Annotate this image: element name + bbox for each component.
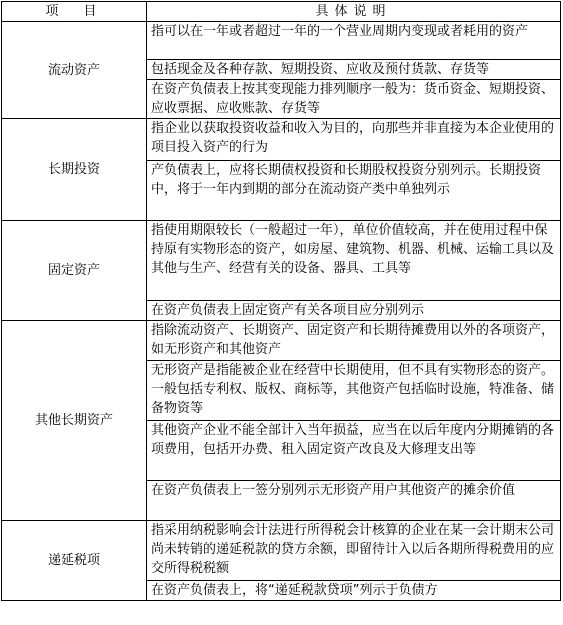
item-fixed-assets: 固定资产 bbox=[2, 221, 147, 321]
description-cell: 在资产负债表上按其变现能力排列顺序一般为：货币资金、短期投资、应收票据、应收账款、存货等 bbox=[147, 80, 561, 119]
description-cell: 指除流动资产、长期资产、固定资产和长期待摊费用以外的各项资产，如无形资产和其他资产 bbox=[147, 321, 561, 361]
header-item: 项 目 bbox=[2, 2, 147, 22]
table-row bbox=[2, 119, 561, 161]
item-long-term-investment: 长期投资 bbox=[2, 119, 147, 221]
table-row bbox=[2, 321, 561, 361]
header-description: 具体说明 bbox=[147, 2, 561, 22]
description-cell: 在资产负债表上一签分别列示无形资产用户其他资产的摊余价值 bbox=[147, 481, 561, 521]
description-cell: 在资产负债表上，将“递延税款贷项”列示于负债方 bbox=[147, 581, 561, 601]
description-cell: 包括现金及各种存款、短期投资、应收及预付货款、存货等 bbox=[147, 60, 561, 80]
item-deferred-tax: 递延税项 bbox=[2, 521, 147, 601]
description-cell: 指企业以获取投资收益和收入为目的，向那些并非直接为本企业使用的项目投入资产的行为 bbox=[147, 119, 561, 161]
description-cell: 产负债表上，应将长期债权投资和长期股权投资分别列示。长期投资中，将于一年内到期的部分在流动资产类中单独列示 bbox=[147, 161, 561, 221]
description-cell: 其他资产企业不能全部计入当年损益，应当在以后年度内分期摊销的各项费用，包括开办费、租入固定资产改良及大修理支出等 bbox=[147, 421, 561, 481]
table-row bbox=[2, 22, 561, 60]
description-cell: 指可以在一年或者超过一年的一个营业周期内变现或者耗用的资产 bbox=[147, 22, 561, 60]
description-cell: 在资产负债表上固定资产有关各项目应分别列示 bbox=[147, 301, 561, 321]
item-current-assets: 流动资产 bbox=[2, 22, 147, 119]
item-other-long-term-assets: 其他长期资产 bbox=[2, 321, 147, 521]
description-cell: 指使用期限较长（一般超过一年），单位价值较高，并在使用过程中保持原有实物形态的资产，如房屋、建筑物、机器、机械、运输工具以及其他与生产、经营有关的设备、器具、工具等 bbox=[147, 221, 561, 301]
description-cell: 无形资产是指能被企业在经营中长期使用，但不具有实物形态的资产。一般包括专利权、版权、商标等，其他资产包括临时设施，特准备、储备物资等 bbox=[147, 361, 561, 421]
asset-description-table bbox=[1, 1, 561, 601]
table-row bbox=[2, 221, 561, 301]
header-row bbox=[2, 2, 561, 22]
description-cell: 指采用纳税影响会计法进行所得税会计核算的企业在某一会计期末公司尚未转销的递延税款的贷方余额，即留待计入以后各期所得税费用的应交所得税税额 bbox=[147, 521, 561, 581]
table-row bbox=[2, 521, 561, 581]
